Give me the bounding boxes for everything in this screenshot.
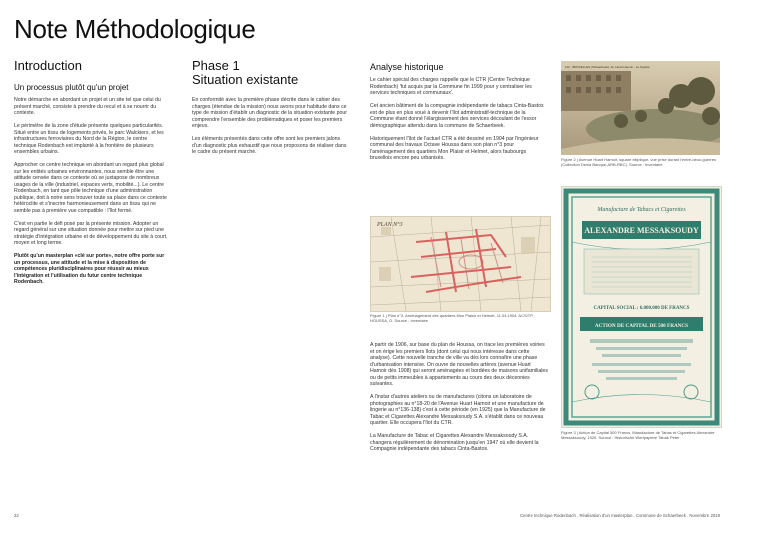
phase-title: Situation existante bbox=[192, 72, 299, 87]
plan-map-image bbox=[370, 216, 551, 312]
certificate-title-1: Manufacture de Tabacs et Cigarettes bbox=[597, 207, 686, 213]
paragraph-bold: Plutôt qu'un masterplan «clé sur porte», notre offre porte sur un processus, une attitude et la mise à disposition de compétences pluridisciplinaires pour réussir au mieux l'intégration et l'utilisation du futur centre technique Rodenbach. bbox=[14, 253, 165, 285]
map-label: PLAN N°3 bbox=[377, 222, 403, 228]
certificate-title-2: ALEXANDRE MESSAKSOUDY bbox=[584, 226, 699, 235]
phase-heading bbox=[192, 59, 298, 87]
page-number: 22 bbox=[14, 513, 19, 518]
historical-text-bottom bbox=[370, 342, 548, 459]
postcard-drawing bbox=[561, 61, 720, 155]
certificate-action: ACTION DE CAPITAL DE 500 FRANCS bbox=[594, 323, 689, 329]
postcard-image bbox=[561, 61, 720, 155]
page-title: Note Méthodologique bbox=[14, 14, 256, 44]
paragraph: A l'instar d'autres ateliers ou de manufactures (citons un laboratoire de photographies au n°18-20 de l'Avenue Huart Hamoir et une manufacture de lingerie au n°136-138) c'est à cette période (en 1925) que la Manufacture de Tabac et Cigarettes Alexandre Messaksoudy S.A. s'établit dans ce nouveau quartier. Elle occupera l'îlot du CTR. bbox=[370, 394, 546, 426]
paragraph: Le périmètre de la zone d'étude présente quelques particularités. Situé entre un tissu de logements privés, le parc Walckiers, et les infrastructures ferroviaires du Nord de la Région, le centre technique Rodenbach est implanté à la frontière de plusieurs ensembles urbains. bbox=[14, 123, 164, 155]
introduction-heading: Introduction bbox=[14, 58, 82, 73]
figure-1-caption: Figure 1 | Plan n°3. Aménagement des quartiers Mon Plaisir et Helmet, 11.04.1904. ACS/TP, HOUSSA, O. Source : Inventaire bbox=[370, 313, 534, 324]
introduction-subheading: Un processus plutôt qu'un projet bbox=[14, 83, 129, 92]
paragraph: Le cahier spécial des charges rappelle que le CTR (Centre Technique Rodenbach) 'fut acquis par la Commune fin 1999 pour y centraliser les services techniques et communaux'. bbox=[370, 77, 532, 96]
paragraph: Notre démarche en abordant un projet et un site tel que celui du présent marché, consiste à prendre du recul et à se nourrir du contexte. bbox=[14, 97, 161, 116]
certificate-drawing bbox=[562, 187, 721, 427]
introduction-text bbox=[14, 97, 170, 292]
footer-text: Centre technique Rodenbach . Réalisation d'un masterplan . Commune de Schaerbeek . Novembre 2019 bbox=[519, 513, 720, 518]
historical-analysis-heading: Analyse historique bbox=[370, 62, 444, 72]
figure-2-caption: Figure 2 | Avenue Huart Hamoir, square elliptique, vue prise durant l'entre-deux-guerres (Collection Dexia Banque-ARB-RBC). Source : Inventaire bbox=[561, 157, 716, 168]
paragraph: En conformité avec la première phase décrite dans le cahier des charges (étendue de la mission) nous avons pour habitude dans ce type de mission d'établir un diagnostic de la situation existante pour comprendre l'ensemble des problématiques et poser les premiers enjeux. bbox=[192, 97, 347, 129]
paragraph: C'est en partie le défi posé par la présente mission. Adopter un regard général sur une situation donnée pour mettre sur pied une stratégie d'intégration urbaine et de développement du site à court, moyen et long terme. bbox=[14, 220, 168, 246]
phase-number: Phase 1 bbox=[192, 58, 240, 73]
certificate-capital: CAPITAL SOCIAL : 6.000.000 DE FRANCS bbox=[593, 306, 690, 311]
postcard-label: 112 - BRUXELLES (Schaerbeek). Av. Huart Hamoir - Le Square bbox=[565, 65, 650, 69]
share-certificate-image bbox=[561, 186, 722, 428]
paragraph: Les éléments présentés dans cette offre sont les premiers jalons d'un diagnostic plus exhaustif que nous proposons de réaliser dans le cadre du présent marché. bbox=[192, 136, 347, 155]
paragraph: Historiquement l'îlot de l'actuel CTR a été dessiné en 1904 par l'ingénieur communal des travaux Octave Houssa dans son plan n°3 pour l'aménagement des quartiers Mon Plaisir et Helmet, alors faubourgs bruxellois encore peu urbanisés. bbox=[370, 135, 539, 161]
phase-text bbox=[192, 97, 348, 162]
historical-text-top bbox=[370, 77, 548, 168]
paragraph: A partir de 1906, sur base du plan de Houssa, on trace les premières voiries et on érige les premiers îlots (dont celui qui nous intéresse dans cette analyse). Cette nouvelle tranche de ville va dès lors connaître une phase d'urbanisation intensive. On ouvre de nouvelles artères (avenue Huart Hamoir dès 1908) qui seront aménagées et bordées de maisons unifamiliales ou de petits immeubles à appartements au cours des deux décennies suivantes. bbox=[370, 342, 548, 387]
paragraph: Cet ancien bâtiment de la compagnie indépendante de tabacs Cinta-Bastos est de plus en plus voué à devenir l'îlot administratif-technique de la Commune étant donné l'élargissement des services découlant de l'essor démographique attendu dans la commune de Schaerbeek. bbox=[370, 103, 544, 129]
paragraph: La Manufacture de Tabac et Cigarettes Alexandre Messaksoudy S.A. changera régulièrement de dénomination jusqu'en 1947 où elle devient la Compagnie indépendante des tabacs Cinta-Bastos. bbox=[370, 433, 539, 452]
figure-3-caption: Figure 3 | Action de Capital 500 Francs. Manufacture de Tabac et Cigarettes Alexandre Messaksoudy, 1920. Source : Historische Wertpapiere Tabak Peter bbox=[561, 430, 715, 441]
paragraph: Approcher ce centre technique en abordant un regard plus global sur les entités urbaines environnantes, nous semble être une attitude censée dans ce contexte où se juxtapose de nombreux usages de la ville (industriel, espaces verts, mobilité...). Le centre Rodenbach, en tant que pôle technique d'une administration publique, doit à notre sens trouver toute sa place dans ce contexte hétéroclite et s'inscrire harmonieusement dans un tissu qui ne semble pas à première vue compatible : l'îlot fermé. bbox=[14, 162, 167, 214]
plan-map-drawing bbox=[371, 217, 550, 311]
